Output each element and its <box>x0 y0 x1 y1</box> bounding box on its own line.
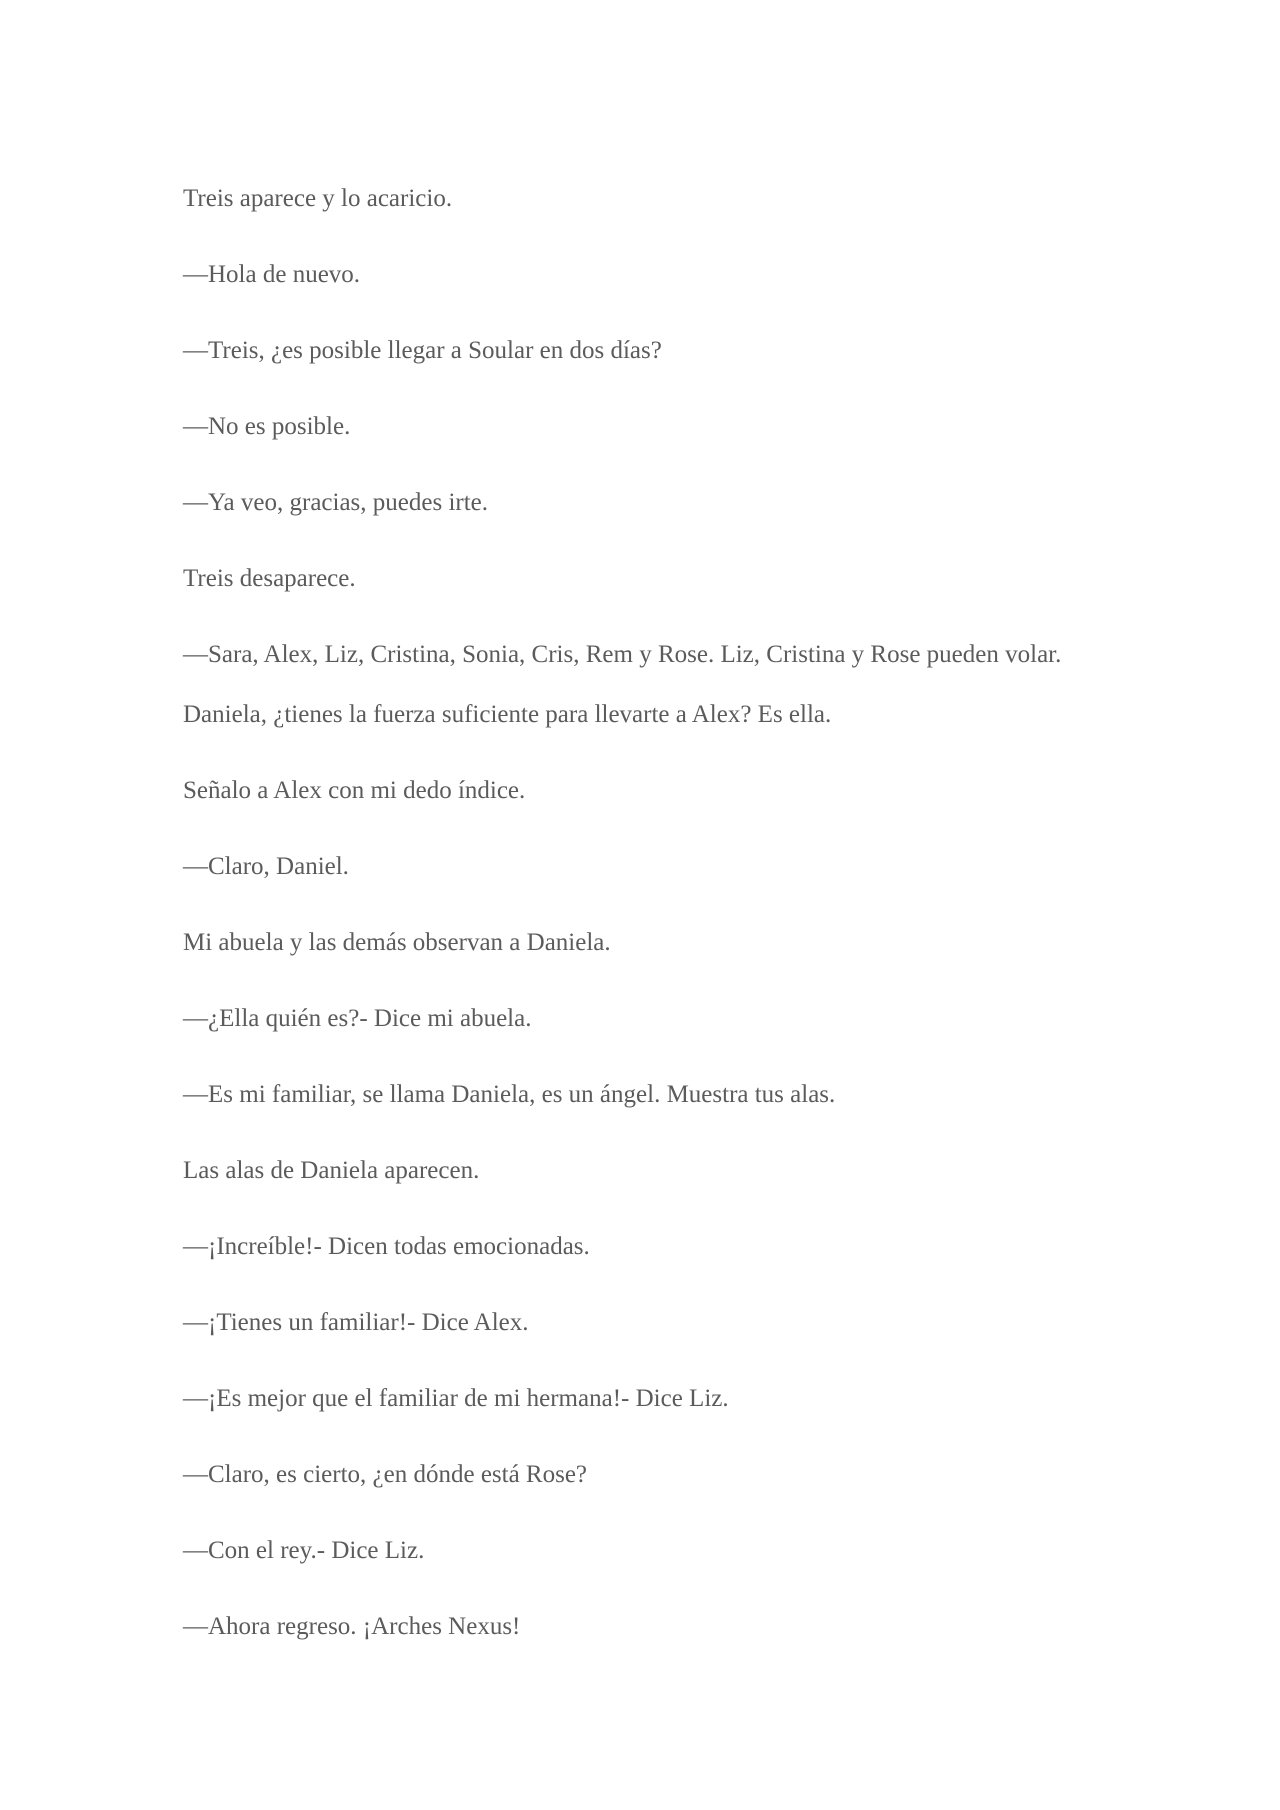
paragraph: —Ya veo, gracias, puedes irte. <box>183 489 489 516</box>
paragraph: Treis aparece y lo acaricio. <box>183 185 453 212</box>
paragraph: —Sara, Alex, Liz, Cristina, Sonia, Cris, Rem y Rose. Liz, Cristina y Rose pueden volar. <box>183 641 1062 668</box>
paragraph: —Con el rey.- Dice Liz. <box>183 1537 425 1564</box>
paragraph: —Es mi familiar, se llama Daniela, es un ángel. Muestra tus alas. <box>183 1081 836 1108</box>
paragraph: —¡Tienes un familiar!- Dice Alex. <box>183 1309 529 1336</box>
paragraph: —Claro, es cierto, ¿en dónde está Rose? <box>183 1461 588 1488</box>
paragraph: —Claro, Daniel. <box>183 853 349 880</box>
paragraph: Las alas de Daniela aparecen. <box>183 1157 480 1184</box>
paragraph: Mi abuela y las demás observan a Daniela. <box>183 929 611 956</box>
paragraph: —Treis, ¿es posible llegar a Soular en dos días? <box>183 337 662 364</box>
paragraph: —¡Increíble!- Dicen todas emocionadas. <box>183 1233 590 1260</box>
paragraph: —No es posible. <box>183 413 351 440</box>
paragraph: —¿Ella quién es?- Dice mi abuela. <box>183 1005 532 1032</box>
paragraph: —¡Es mejor que el familiar de mi hermana!- Dice Liz. <box>183 1385 729 1412</box>
paragraph: Treis desaparece. <box>183 565 356 592</box>
paragraph: Daniela, ¿tienes la fuerza suficiente para llevarte a Alex? Es ella. <box>183 701 832 728</box>
paragraph: Señalo a Alex con mi dedo índice. <box>183 777 526 804</box>
paragraph: —Hola de nuevo. <box>183 261 361 288</box>
paragraph: —Ahora regreso. ¡Arches Nexus! <box>183 1613 521 1640</box>
